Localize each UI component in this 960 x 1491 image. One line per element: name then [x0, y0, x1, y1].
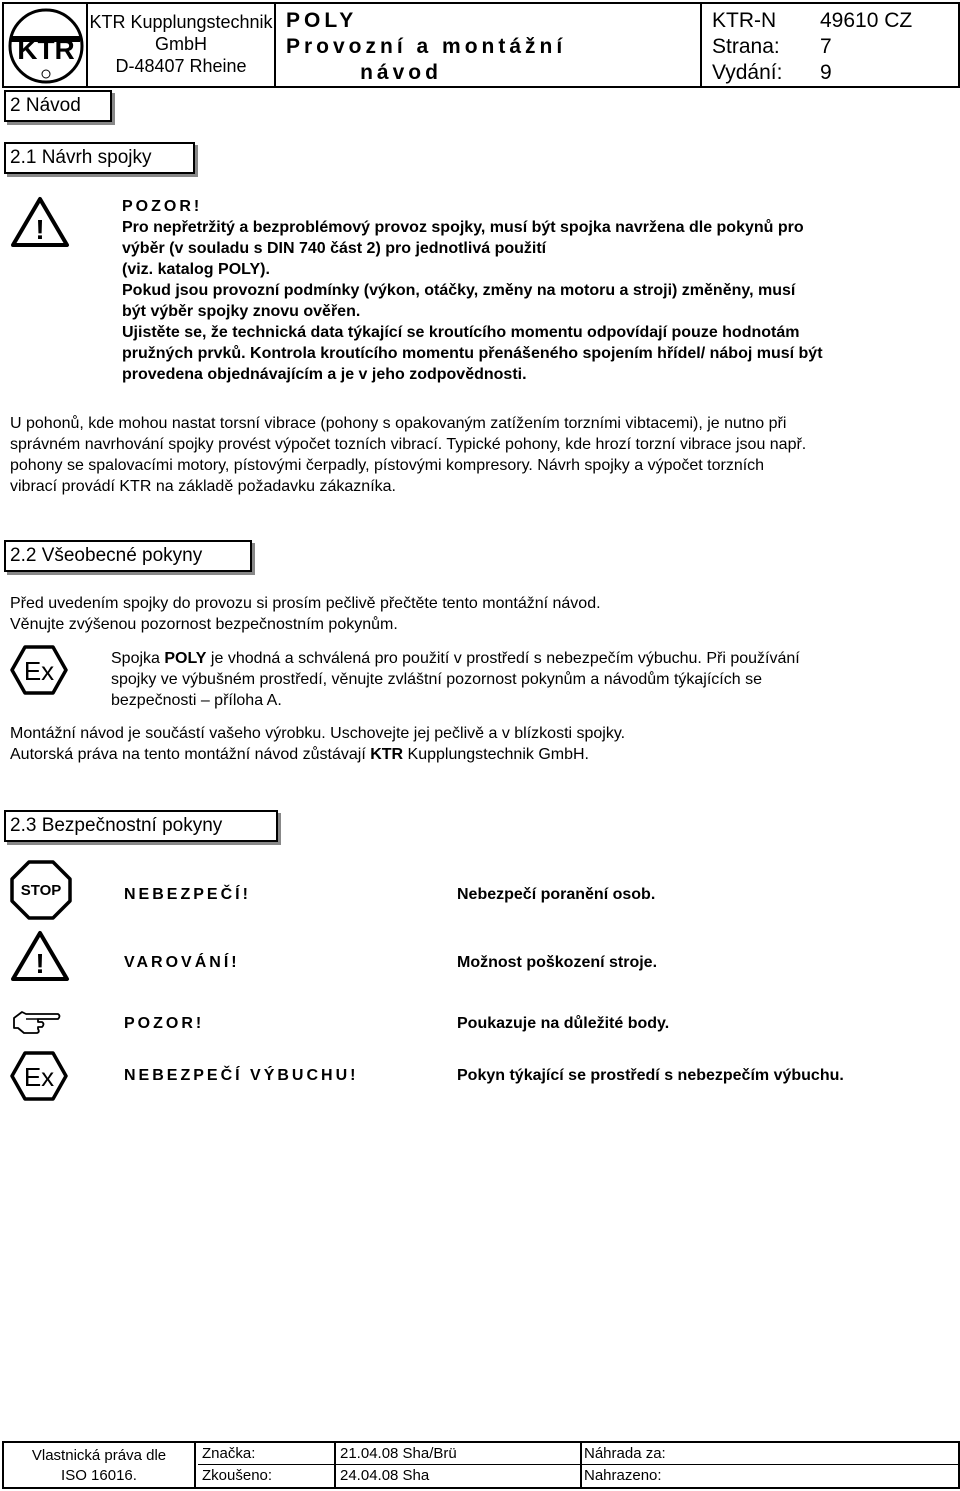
edition-label: Vydání: [712, 61, 783, 84]
svg-text:Ex: Ex [23, 656, 55, 686]
document-title [278, 4, 702, 86]
explosion-description: Pokyn týkající se prostředí s nebezpečím výbuchu. [457, 1067, 844, 1084]
paragraph-line: U pohonů, kde mohou nastat torsní vibrace (pohony s opakovaným zatížením torzními vibtacemi), je nutno při [10, 415, 787, 432]
company-name: KTR Kupplungstechnik [89, 12, 273, 32]
warning-line: provedena objednávajícím a je v jeho zodpovědnosti. [122, 366, 527, 383]
section-heading-2-3: 2.3 Bezpečnostní pokyny [4, 810, 278, 842]
warning-line: Ujistěte se, že technická data týkající se kroutícího momentu odpovídají pouze hodnotám [122, 324, 800, 341]
attention-description: Poukazuje na důležité body. [457, 1015, 670, 1032]
footer-divider [198, 1464, 958, 1465]
stop-sign-icon [10, 860, 72, 925]
warning-line: (viz. katalog POLY). [122, 261, 270, 278]
ex-text: je vhodná a schválená pro použití v prostředí s nebezpečím výbuchu. Při používání [206, 650, 800, 667]
explosion-label: NEBEZPEČÍ VÝBUCHU! [124, 1067, 359, 1084]
section-heading-2-1: 2.1 Návrh spojky [4, 142, 195, 174]
pointing-hand-icon [12, 1006, 62, 1041]
doc-number-value: 49610 CZ [820, 9, 913, 32]
warning-title: POZOR! [122, 198, 203, 215]
warning-line: Pro nepřetržitý a bezproblémový provoz spojky, musí být spojka navržena dle pokynů pro [122, 219, 804, 236]
warning-triangle-icon [10, 930, 70, 987]
mark-value: 21.04.08 Sha/Brü [340, 1445, 457, 1462]
company-address: D-48407 Rheine [115, 56, 247, 76]
company-form: GmbH [154, 34, 207, 54]
footer-divider [580, 1443, 582, 1487]
document-footer [2, 1441, 960, 1489]
page-value: 7 [820, 35, 832, 58]
checked-label: Zkoušeno: [202, 1467, 273, 1484]
danger-description: Nebezpečí poranění osob. [457, 886, 656, 903]
replaced-by-label: Nahrazeno: [584, 1467, 662, 1484]
warning-line: Pokud jsou provozní podmínky (výkon, otáčky, změny na motoru a stroji) změněny, musí [122, 282, 796, 299]
document-meta [712, 8, 912, 86]
logo-text: KTR [17, 34, 75, 65]
company-short: KTR [370, 746, 404, 763]
replaces-label: Náhrada za: [584, 1445, 666, 1462]
warning-block [122, 196, 942, 385]
title-product: POLY [286, 9, 358, 32]
section-heading-2: 2 Návod [4, 90, 112, 122]
closing-paragraph [10, 723, 950, 765]
ex-hexagon-icon [10, 644, 68, 701]
svg-text:!: ! [35, 214, 45, 245]
product-name: POLY [164, 650, 207, 667]
danger-label: NEBEZPEČÍ! [124, 886, 251, 903]
svg-text:Ex: Ex [23, 1062, 55, 1092]
company-block [88, 4, 276, 86]
warning-label: VAROVÁNÍ! [124, 954, 240, 971]
attention-label: POZOR! [124, 1015, 205, 1032]
checked-value: 24.04.08 Sha [340, 1467, 430, 1484]
section-heading-2-2: 2.2 Všeobecné pokyny [4, 540, 252, 572]
paragraph-line: vibrací provádí KTR na základě požadavku zákazníka. [10, 478, 396, 495]
ex-text: bezpečnosti – příloha A. [111, 692, 282, 709]
warning-line: výběr (v souladu s DIN 740 část 2) pro jednotlivá použití [122, 240, 547, 257]
copyright-line: Vlastnická práva dle [31, 1447, 167, 1464]
footer-divider [334, 1443, 336, 1487]
ktr-logo [4, 4, 88, 86]
warning-description: Možnost poškození stroje. [457, 954, 658, 971]
general-intro [10, 593, 950, 635]
ex-text: Spojka [111, 650, 165, 667]
copyright-notice [4, 1443, 196, 1487]
svg-text:!: ! [35, 948, 45, 979]
intro-line: Před uvedením spojky do provozu si prosím pečlivě přečtěte tento montážní návod. [10, 595, 601, 612]
ex-text: spojky ve výbušném prostředí, věnujte zvláštní pozornost pokynům a návodům týkajících se [111, 671, 762, 688]
closing-text: Kupplungstechnik GmbH. [403, 746, 589, 763]
page-label: Strana: [712, 35, 780, 58]
doc-number-label: KTR-N [712, 9, 777, 32]
warning-line: pružných prvků. Kontrola kroutícího momentu přenášeného spojením hřídel/ náboj musí být [122, 345, 823, 362]
ex-paragraph [111, 648, 956, 711]
title-line3: návod [360, 61, 442, 84]
ex-hexagon-icon [10, 1050, 68, 1107]
title-line2: Provozní a montážní [286, 35, 567, 58]
document-header [2, 2, 960, 88]
warning-triangle-icon [10, 196, 70, 253]
closing-line: Montážní návod je součástí vašeho výrobku. Uschovejte jej pečlivě a v blízkosti spojky. [10, 725, 626, 742]
paragraph-line: správném navrhování spojky provést výpočet tozních vibrací. Typické pohony, kde hrozí torzní vibrace jsou např. [10, 436, 807, 453]
warning-line: být výběr spojky znovu ověřen. [122, 303, 361, 320]
copyright-line: ISO 16016. [61, 1467, 137, 1484]
torsional-vibration-paragraph [10, 413, 955, 497]
intro-line: Věnujte zvýšenou pozornost bezpečnostním pokynům. [10, 616, 398, 633]
edition-value: 9 [820, 61, 832, 84]
svg-text:STOP: STOP [20, 882, 62, 899]
closing-text: Autorská práva na tento montážní návod zůstávají [10, 746, 371, 763]
paragraph-line: pohony se spalovacími motory, pístovými čerpadly, pístovými kompresory. Návrh spojky a výpočet torzních [10, 457, 765, 474]
mark-label: Značka: [202, 1445, 256, 1462]
